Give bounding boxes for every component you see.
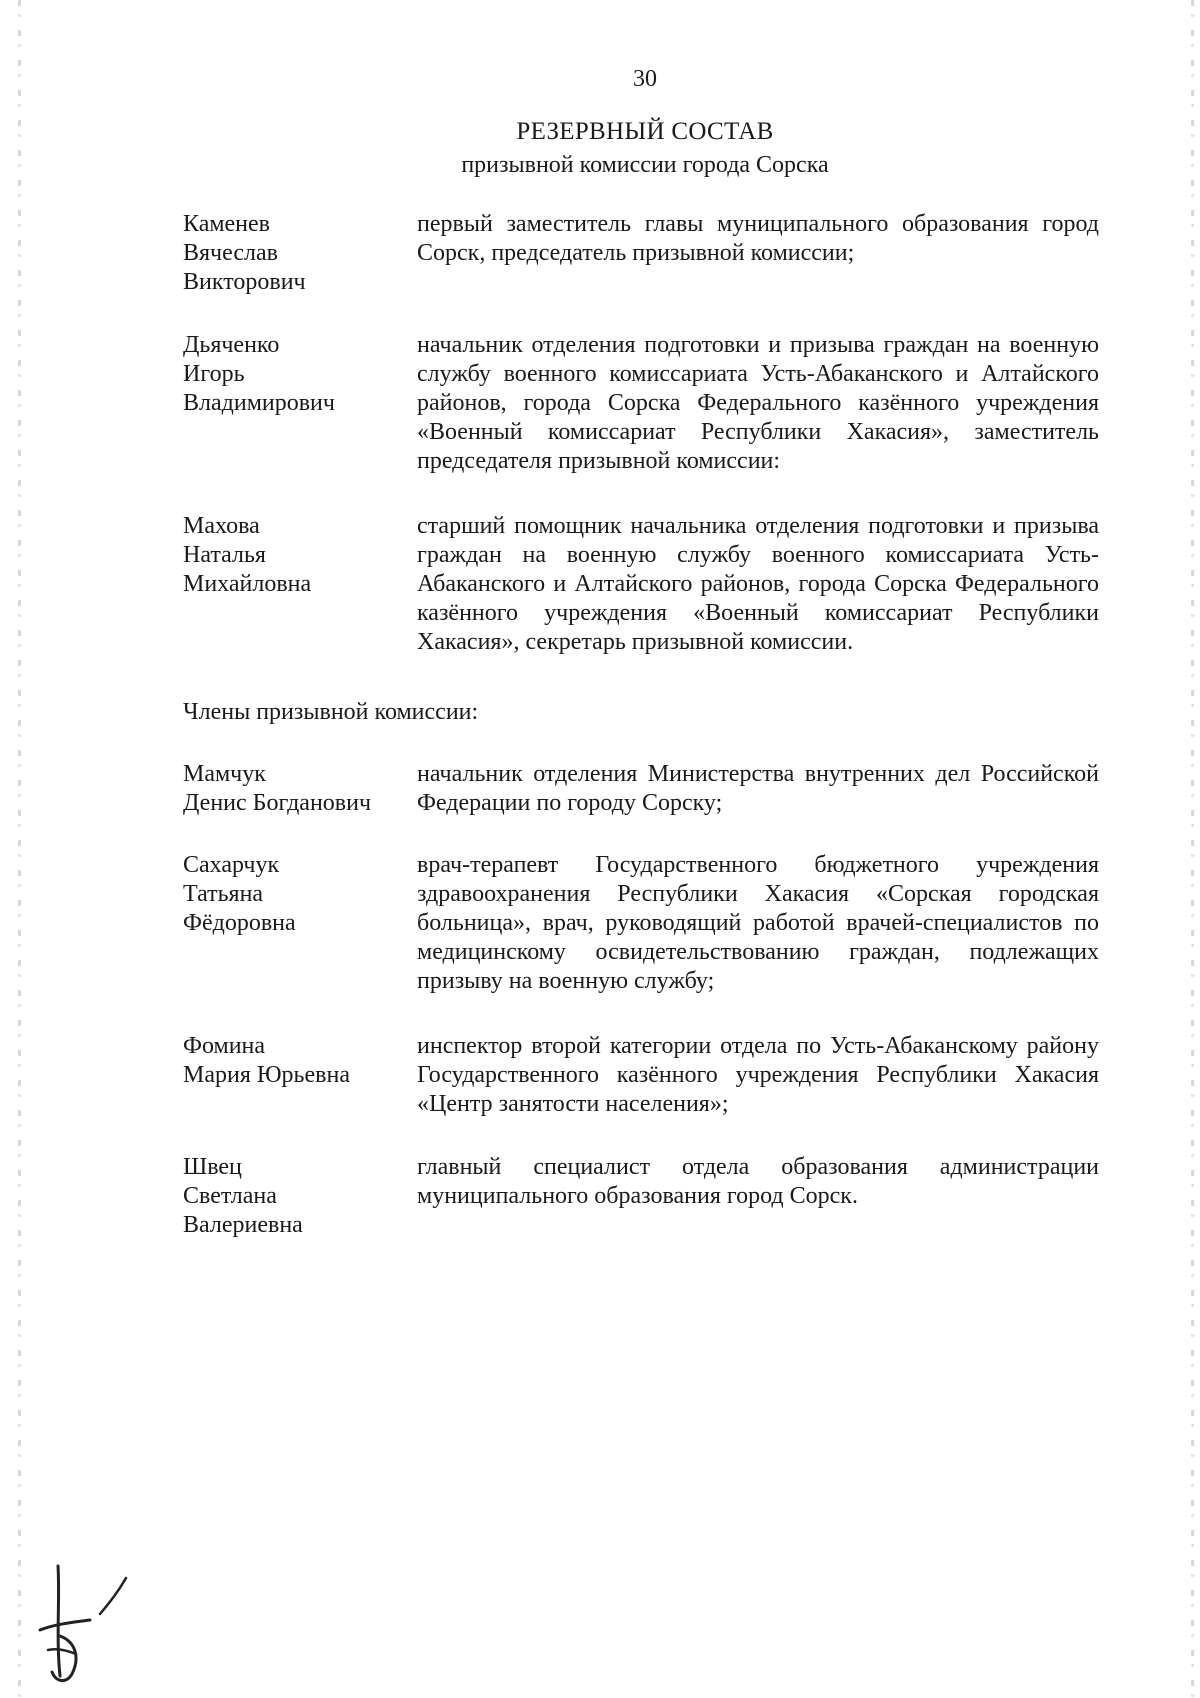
name-line: Фёдоровна [183,910,296,936]
first-name: Игорь [183,361,245,387]
name-line: Денис Богданович [183,790,372,816]
person-position: первый заместитель главы муниципального образования город Сорск, председатель призывной комиссии; [417,211,1099,266]
person-position: инспектор второй категории отдела по Усть-Абаканскому району Государственного казённого учреждения Республики Хакасия «Центр занятости населения»; [417,1033,1099,1117]
person-name [183,331,408,418]
name-line: Мария Юрьевна [183,1062,350,1088]
name-line: Сахарчук [183,852,280,878]
surname: Махова [183,513,260,539]
person-name [183,760,408,818]
surname: Каменев [183,211,271,237]
surname: Дьяченко [183,332,280,358]
person-position: главный специалист отдела образования администрации муниципального образования город Сорск. [417,1154,1099,1209]
name-line: Фомина [183,1033,266,1059]
scan-edge-left [18,0,21,1698]
scan-edge-right [1191,0,1194,1698]
person-position: врач-терапевт Государственного бюджетного учреждения здравоохранения Республики Хакасия «Сорская городская больница», врач, руководящий работой врачей-специалистов по медицинскому освидетельствованию граждан, подлежащих призыву на военную службу; [417,852,1099,994]
person-name [183,512,408,599]
first-name: Вячеслав [183,240,278,266]
name-line: Мамчук [183,761,266,787]
person-position: начальник отделения Министерства внутренних дел Российской Федерации по городу Сорску; [417,761,1099,816]
person-position: начальник отделения подготовки и призыва граждан на военную службу военного комиссариата Усть-Абаканского и Алтайского районов, города Сорска Федерального казённого учреждения «Военный комиссариат Республики Хакасия», заместитель председателя призывной комиссии: [417,332,1099,474]
members-heading: Члены призывной комиссии: [183,699,479,725]
person-name [183,210,408,297]
handwritten-initials [30,1558,140,1688]
person-position: старший помощник начальника отделения подготовки и призыва граждан на военную службу военного комиссариата Усть-Абаканского и Алтайского районов, города Сорска Федерального казённого учреждения «Военный комиссариат Республики Хакасия», секретарь призывной комиссии. [417,513,1099,655]
name-line: Швец [183,1154,242,1180]
person-name [183,1153,408,1240]
document-title: РЕЗЕРВНЫЙ СОСТАВ [516,118,774,145]
name-line: Татьяна [183,881,264,907]
patronymic: Владимирович [183,390,335,416]
first-name: Наталья [183,542,266,568]
document-subtitle: призывной комиссии города Сорска [461,152,829,178]
patronymic: Викторович [183,269,306,295]
person-name [183,1032,408,1090]
person-name [183,851,408,938]
name-line: Светлана [183,1183,277,1209]
page-number: 30 [633,66,657,92]
patronymic: Михайловна [183,571,312,597]
name-line: Валериевна [183,1212,303,1238]
